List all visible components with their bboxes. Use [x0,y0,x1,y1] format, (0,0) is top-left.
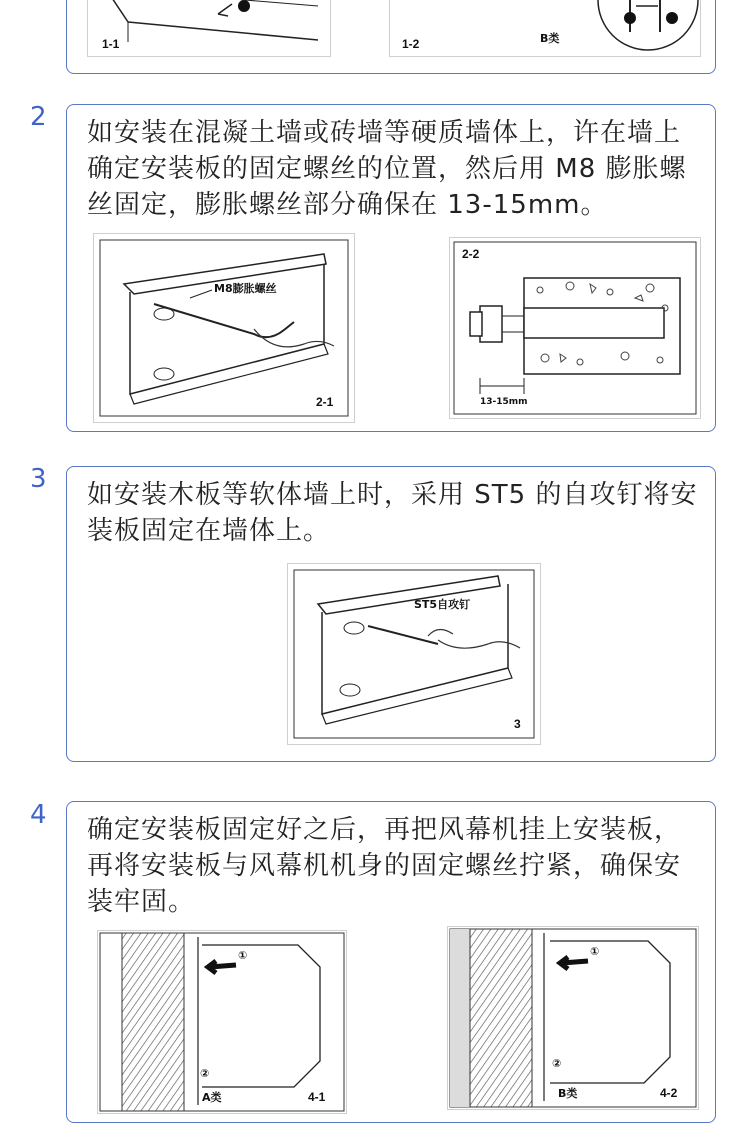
figure-4-2-marker-1: ① [590,945,600,958]
figure-3-label: 3 [514,717,521,731]
step-3-box [66,466,716,762]
step-2-box [66,104,716,432]
figure-4-2-marker-2: ② [552,1057,562,1070]
figure-1-1 [87,0,331,57]
figure-4-1-label: 4-1 [308,1090,326,1104]
figure-2-1-label: 2-1 [316,395,334,409]
figure-2-2-label: 2-2 [462,247,480,261]
figure-4-2-type-label: B类 [558,1087,578,1100]
step-3-number: 3 [30,464,47,494]
figure-4-2 [447,926,699,1110]
figure-4-1-type-label: A类 [202,1091,222,1104]
step-4-box [66,801,716,1123]
figure-1-2-label: 1-2 [402,37,420,51]
step-2-number: 2 [30,102,47,132]
figure-4-2-label: 4-2 [660,1086,678,1100]
figure-1-1-label: 1-1 [102,37,120,51]
figure-3 [287,563,541,745]
figure-3-callout: ST5自攻钉 [414,598,471,611]
step-4-text: 确定安装板固定好之后，再把风幕机挂上安装板，再将安装板与风幕机机身的固定螺丝拧紧，确保安装牢固。 [87,815,682,917]
figure-4-1-marker-2: ② [200,1067,210,1080]
figure-4-1-marker-1: ① [238,949,248,962]
figure-2-2 [449,237,701,419]
figure-2-1 [93,233,355,423]
step-1-box [66,0,716,74]
step-4-number: 4 [30,800,47,830]
figure-2-2-dimension: 13-15mm [480,397,528,407]
figure-2-1-callout: M8膨胀螺丝 [214,282,277,295]
figure-1-2 [389,0,701,57]
figure-4-1 [97,930,347,1114]
step-3-text: 如安装木板等软体墙上时，采用 ST5 的自攻钉将安装板固定在墙体上。 [87,480,698,546]
figure-1-2-type-label: B类 [540,32,560,45]
step-2-text: 如安装在混凝土墙或砖墙等硬质墙体上，许在墙上确定安装板的固定螺丝的位置，然后用 M8 膨胀螺丝固定，膨胀螺丝部分确保在 13-15mm。 [87,118,687,220]
